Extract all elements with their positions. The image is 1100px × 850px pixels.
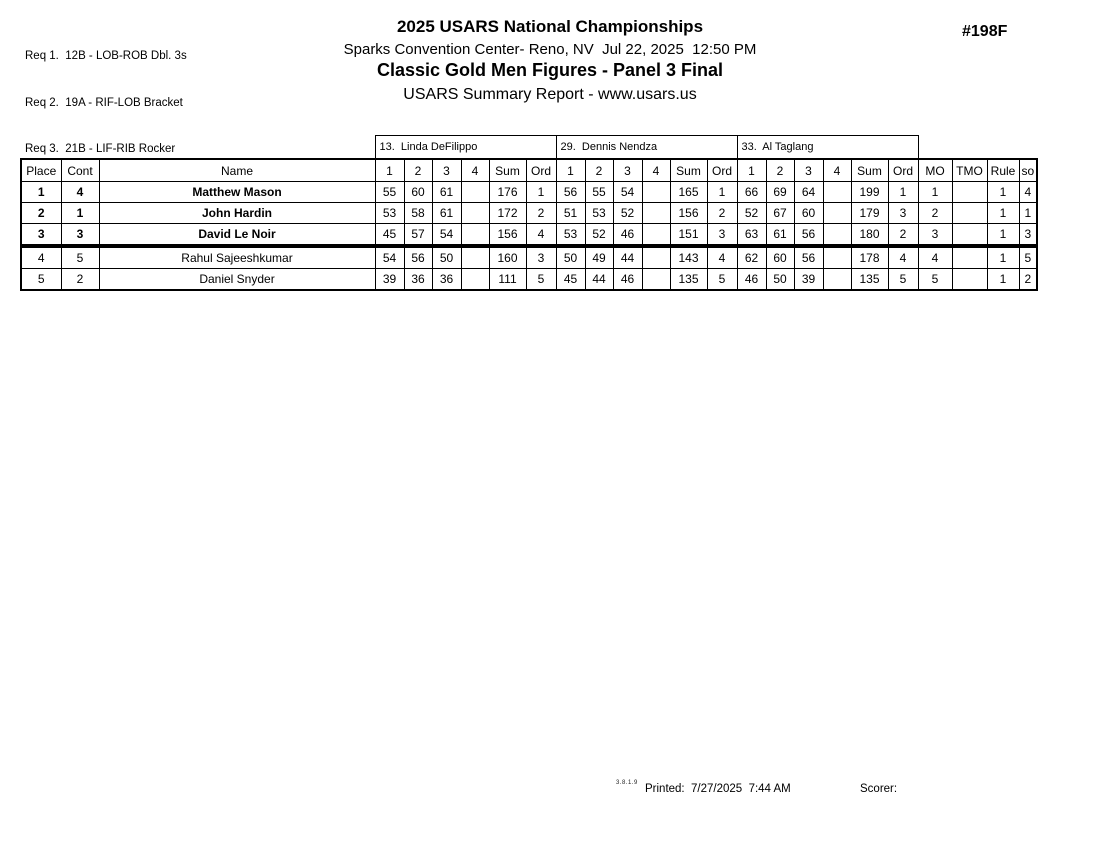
table-row	[21, 269, 1037, 291]
cell-rule: 1	[987, 269, 1019, 291]
cell-ordinal: 1	[526, 182, 556, 203]
cell-score-fig3: 60	[794, 203, 823, 224]
table-row	[21, 203, 1037, 224]
header-cont: Cont	[61, 159, 99, 182]
cell-score-fig3: 54	[432, 224, 461, 247]
cell-score-fig2: 67	[766, 203, 794, 224]
results-table	[20, 135, 1038, 291]
header-score-3: 3	[613, 159, 642, 182]
cell-tmo	[952, 246, 987, 269]
cell-score-fig3: 44	[613, 246, 642, 269]
cell-place: 2	[21, 203, 61, 224]
judge-name-3: 33. Al Taglang	[737, 136, 918, 160]
cell-score-fig3: 46	[613, 224, 642, 247]
req-line-1: Req 1. 12B - LOB-ROB Dbl. 3s	[25, 50, 187, 62]
cell-score-fig3: 56	[794, 224, 823, 247]
header-tmo: TMO	[952, 159, 987, 182]
table-row	[21, 246, 1037, 269]
cell-place: 1	[21, 182, 61, 203]
cell-sum: 111	[489, 269, 526, 291]
cell-score-fig3: 56	[794, 246, 823, 269]
cell-score-fig4	[823, 203, 851, 224]
judge-name-1: 13. Linda DeFilippo	[375, 136, 556, 160]
cell-score-fig4	[642, 203, 670, 224]
software-version: 3.8.1.9	[616, 780, 638, 786]
cell-score-fig1: 54	[375, 246, 404, 269]
cell-score-fig1: 51	[556, 203, 585, 224]
cell-sum: 160	[489, 246, 526, 269]
cell-score-fig3: 46	[613, 269, 642, 291]
event-number: #198F	[962, 23, 1008, 40]
cell-ordinal: 5	[888, 269, 918, 291]
cell-name: Daniel Snyder	[99, 269, 375, 291]
cell-mo: 4	[918, 246, 952, 269]
cell-score-fig1: 50	[556, 246, 585, 269]
cell-tmo	[952, 182, 987, 203]
judge-header-spacer-left	[21, 136, 375, 160]
cell-sum: 199	[851, 182, 888, 203]
cell-ordinal: 1	[888, 182, 918, 203]
cell-rule: 1	[987, 246, 1019, 269]
cell-score-fig4	[823, 182, 851, 203]
cell-place: 4	[21, 246, 61, 269]
cell-score-fig2: 44	[585, 269, 613, 291]
cell-ordinal: 3	[526, 246, 556, 269]
cell-score-fig2: 56	[404, 246, 432, 269]
cell-sum: 179	[851, 203, 888, 224]
cell-ordinal: 4	[707, 246, 737, 269]
cell-score-fig4	[823, 224, 851, 247]
cell-score-fig4	[642, 224, 670, 247]
cell-ordinal: 3	[888, 203, 918, 224]
header-score-1: 1	[737, 159, 766, 182]
cell-sum: 156	[489, 224, 526, 247]
header-score-1: 1	[556, 159, 585, 182]
printed-timestamp: Printed: 7/27/2025 7:44 AM	[645, 783, 791, 795]
cell-sum: 172	[489, 203, 526, 224]
header-score-4: 4	[461, 159, 489, 182]
judge-header-spacer-right	[918, 136, 1037, 160]
cell-score-fig3: 36	[432, 269, 461, 291]
cell-so: 1	[1019, 203, 1037, 224]
cell-score-fig4	[461, 224, 489, 247]
cell-score-fig1: 45	[375, 224, 404, 247]
header-score-2: 2	[404, 159, 432, 182]
cell-score-fig1: 52	[737, 203, 766, 224]
venue-date-line: Sparks Convention Center- Reno, NV Jul 22, 2025 12:50 PM	[343, 41, 757, 58]
cell-score-fig1: 56	[556, 182, 585, 203]
header-ord: Ord	[888, 159, 918, 182]
cell-score-fig2: 57	[404, 224, 432, 247]
header-ord: Ord	[707, 159, 737, 182]
cell-score-fig1: 66	[737, 182, 766, 203]
cell-rule: 1	[987, 182, 1019, 203]
header-score-3: 3	[432, 159, 461, 182]
req-line-2: Req 2. 19A - RIF-LOB Bracket	[25, 96, 183, 109]
cell-ordinal: 4	[526, 224, 556, 247]
header-score-1: 1	[375, 159, 404, 182]
cell-score-fig3: 54	[613, 182, 642, 203]
cell-rule: 1	[987, 203, 1019, 224]
judge-name-2: 29. Dennis Nendza	[556, 136, 737, 160]
cell-score-fig4	[642, 269, 670, 291]
scorer-label: Scorer:	[860, 783, 898, 795]
cell-sum: 180	[851, 224, 888, 247]
cell-score-fig2: 53	[585, 203, 613, 224]
cell-score-fig4	[461, 269, 489, 291]
report-header	[0, 17, 1100, 104]
cell-sum: 156	[670, 203, 707, 224]
judge-header-row	[21, 136, 1037, 160]
cell-score-fig2: 50	[766, 269, 794, 291]
cell-ordinal: 3	[707, 224, 737, 247]
cell-score-fig2: 36	[404, 269, 432, 291]
cell-mo: 1	[918, 182, 952, 203]
cell-score-fig4	[461, 246, 489, 269]
cell-place: 5	[21, 269, 61, 291]
cell-tmo	[952, 269, 987, 291]
header-rule: Rule	[987, 159, 1019, 182]
cell-score-fig1: 63	[737, 224, 766, 247]
header-score-2: 2	[585, 159, 613, 182]
cell-score-fig2: 60	[404, 182, 432, 203]
header-place: Place	[21, 159, 61, 182]
cell-name: David Le Noir	[99, 224, 375, 247]
cell-sum: 135	[851, 269, 888, 291]
report-type-line: USARS Summary Report - www.usars.us	[403, 86, 697, 103]
cell-score-fig3: 52	[613, 203, 642, 224]
cell-score-fig3: 39	[794, 269, 823, 291]
cell-mo: 2	[918, 203, 952, 224]
cell-score-fig1: 39	[375, 269, 404, 291]
cell-score-fig2: 52	[585, 224, 613, 247]
cell-sum: 176	[489, 182, 526, 203]
cell-ordinal: 2	[526, 203, 556, 224]
cell-tmo	[952, 224, 987, 247]
cell-name: Rahul Sajeeshkumar	[99, 246, 375, 269]
cell-score-fig1: 53	[375, 203, 404, 224]
cell-ordinal: 4	[888, 246, 918, 269]
cell-score-fig4	[642, 182, 670, 203]
cell-ordinal: 1	[707, 182, 737, 203]
cell-so: 3	[1019, 224, 1037, 247]
cell-sum: 143	[670, 246, 707, 269]
table-row	[21, 224, 1037, 247]
event-title: 2025 USARS National Championships	[396, 17, 704, 36]
cell-sum: 135	[670, 269, 707, 291]
cell-score-fig4	[823, 246, 851, 269]
cell-score-fig4	[461, 182, 489, 203]
cell-score-fig1: 46	[737, 269, 766, 291]
req-line-3: Req 3. 21B - LIF-RIB Rocker	[25, 143, 176, 155]
cell-score-fig1: 53	[556, 224, 585, 247]
cell-sum: 151	[670, 224, 707, 247]
cell-score-fig2: 69	[766, 182, 794, 203]
table-row	[21, 182, 1037, 203]
cell-score-fig1: 62	[737, 246, 766, 269]
cell-ordinal: 2	[707, 203, 737, 224]
cell-score-fig3: 50	[432, 246, 461, 269]
cell-contestant-number: 4	[61, 182, 99, 203]
cell-score-fig2: 61	[766, 224, 794, 247]
cell-score-fig3: 64	[794, 182, 823, 203]
column-header-row	[21, 159, 1037, 182]
cell-contestant-number: 1	[61, 203, 99, 224]
cell-name: John Hardin	[99, 203, 375, 224]
header-so: so	[1019, 159, 1037, 182]
cell-score-fig4	[642, 246, 670, 269]
cell-rule: 1	[987, 224, 1019, 247]
cell-name: Matthew Mason	[99, 182, 375, 203]
cell-score-fig2: 49	[585, 246, 613, 269]
cell-score-fig2: 60	[766, 246, 794, 269]
header-score-4: 4	[642, 159, 670, 182]
cell-sum: 165	[670, 182, 707, 203]
division-title: Classic Gold Men Figures - Panel 3 Final	[376, 60, 724, 80]
cell-sum: 178	[851, 246, 888, 269]
cell-score-fig2: 58	[404, 203, 432, 224]
cell-so: 5	[1019, 246, 1037, 269]
report-footer	[0, 779, 1100, 799]
cell-score-fig4	[823, 269, 851, 291]
header-score-3: 3	[794, 159, 823, 182]
cell-score-fig2: 55	[585, 182, 613, 203]
cell-so: 4	[1019, 182, 1037, 203]
cell-tmo	[952, 203, 987, 224]
header-sum: Sum	[851, 159, 888, 182]
header-ord: Ord	[526, 159, 556, 182]
cell-score-fig4	[461, 203, 489, 224]
cell-mo: 3	[918, 224, 952, 247]
cell-mo: 5	[918, 269, 952, 291]
header-sum: Sum	[489, 159, 526, 182]
cell-score-fig1: 55	[375, 182, 404, 203]
cell-contestant-number: 3	[61, 224, 99, 247]
header-mo: MO	[918, 159, 952, 182]
header-score-4: 4	[823, 159, 851, 182]
cell-ordinal: 5	[526, 269, 556, 291]
cell-score-fig1: 45	[556, 269, 585, 291]
cell-score-fig3: 61	[432, 182, 461, 203]
cell-so: 2	[1019, 269, 1037, 291]
cell-contestant-number: 2	[61, 269, 99, 291]
header-score-2: 2	[766, 159, 794, 182]
cell-contestant-number: 5	[61, 246, 99, 269]
cell-place: 3	[21, 224, 61, 247]
header-sum: Sum	[670, 159, 707, 182]
cell-ordinal: 2	[888, 224, 918, 247]
header-name: Name	[99, 159, 375, 182]
cell-score-fig3: 61	[432, 203, 461, 224]
cell-ordinal: 5	[707, 269, 737, 291]
